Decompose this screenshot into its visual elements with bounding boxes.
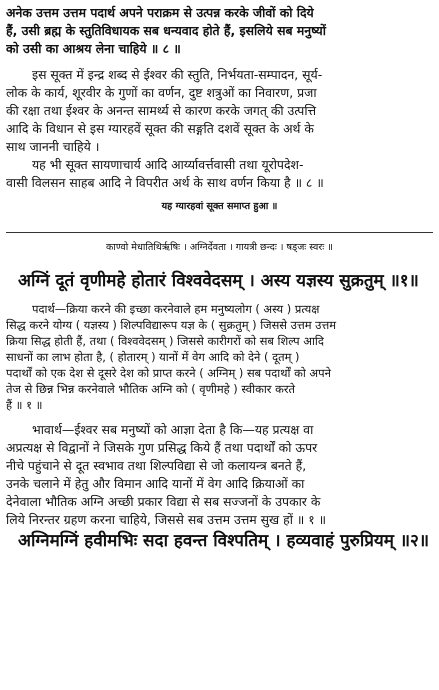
text-line: सिद्ध करने योग्य ( यज्ञस्य ) शिल्पविद्यारूप यज्ञ के ( सुक्रतुम् ) जिससे उत्तम उत्तम [6, 318, 337, 332]
text-line: साथ जाननी चाहिये । [6, 139, 100, 154]
text-line: उनके चलाने में हेतु और विमान आदि यानों में वेग आदि क्रियाओं का [6, 476, 305, 491]
text-line: हैं ॥ १ ॥ [6, 398, 43, 412]
text-line: अनेक उत्तम उत्तम पदार्थ अपने पराक्रम से उत्पन्न करके जीवों को दिये [6, 5, 314, 20]
paragraph-sukta-summary [6, 66, 433, 156]
bhavartha-section [6, 421, 433, 529]
sukta-header: काण्वो मेधातिथिर्ऋषिः । अग्निर्देवता । गायत्री छन्दः । षड्जः स्वरः ॥ [105, 242, 334, 253]
text-line: नीचे पहुंचाने से दूत स्वभाव तथा शिल्पविद्या से जो कलायन्त्र बनते हैं, [6, 458, 307, 473]
section-divider [6, 232, 433, 233]
mantra-verse-2: अग्निमग्निं हवीमभिः सदा हवन्त विश्पतिम् । हव्यवाहं पुरुप्रियम् ॥२॥ [18, 531, 430, 551]
text-line: यह भी सूक्त सायणाचार्य आदि आर्य्यावर्त्तवासी तथा यूरोपदेश- [32, 157, 304, 172]
text-line: क्रिया सिद्ध होती हैं, तथा ( विश्ववेदसम् ) जिससे कारीगरों को सब शिल्प आदि [6, 334, 324, 348]
paragraph-conclusion [6, 4, 433, 58]
text-line: लोक के कार्य, शूरवीर के गुणों का वर्णन, दुष्ट शत्रुओं का निवारण, प्रजा [6, 85, 317, 100]
text-line: पदार्थों को एक देश से दूसरे देश को प्राप्त करने ( अग्निम् ) सब पदार्थों को अपने [6, 366, 331, 380]
text-line: हैं, उसी ब्रह्म के स्तुतिविधायक सब धन्यवाद होते हैं, इसलिये सब मनुष्यों [6, 23, 326, 38]
text-line: लिये निरन्तर ग्रहण करना चाहिये, जिससे सब उत्तम उत्तम सुख हों ॥ १ ॥ [6, 512, 327, 527]
text-line: आदि के विधान से इस ग्यारहवें सूक्त की सङ्गति दशवें सूक्त के अर्थ के [6, 121, 314, 136]
paragraph-commentators-note [6, 156, 433, 192]
text-line: भावार्थ—ईश्वर सब मनुष्यों को आज्ञा देता है कि—यह प्रत्यक्ष वा [32, 422, 314, 437]
text-line: को उसी का आश्रय लेना चाहिये ॥ ८ ॥ [6, 41, 181, 56]
text-line: पदार्थ—क्रिया करने की इच्छा करनेवाले हम मनुष्यलोग ( अस्य ) प्रत्यक्ष [32, 302, 320, 316]
sukta-end-note: यह ग्यारहवां सूक्त समाप्त हुआ ॥ [161, 201, 278, 212]
text-line: तेज से छिन्न भिन्न करनेवाले भौतिक अग्नि को ( वृणीमहे ) स्वीकार करते [6, 382, 295, 396]
padartha-section [6, 301, 433, 413]
text-line: इस सूक्त में इन्द्र शब्द से ईश्वर की स्तुति, निर्भयता-सम्पादन, सूर्य- [32, 67, 323, 82]
mantra-verse-1: अग्निं दूतं वृणीमहे होतारं विश्ववेदसम् । अस्य यज्ञस्य सुक्रतुम् ॥१॥ [18, 271, 419, 291]
text-line: देनेवाला भौतिक अग्नि अच्छी प्रकार विद्या से सब सज्जनों के उपकार के [6, 494, 321, 509]
text-line: की रक्षा तथा ईश्वर के अनन्त सामर्थ्य से कारण करके जगत् की उत्पत्ति [6, 103, 317, 118]
text-line: अप्रत्यक्ष से विद्वानों ने जिसके गुण प्रसिद्ध किये हैं तथा पदार्थों को ऊपर [6, 440, 318, 455]
text-line: साधनों का लाभ होता है, ( होतारम् ) यानों में वेग आदि को देने ( दूतम् ) [6, 350, 300, 364]
text-line: वासी विलसन साहब आदि ने विपरीत अर्थ के साथ वर्णन किया है ॥ ८ ॥ [6, 175, 324, 190]
